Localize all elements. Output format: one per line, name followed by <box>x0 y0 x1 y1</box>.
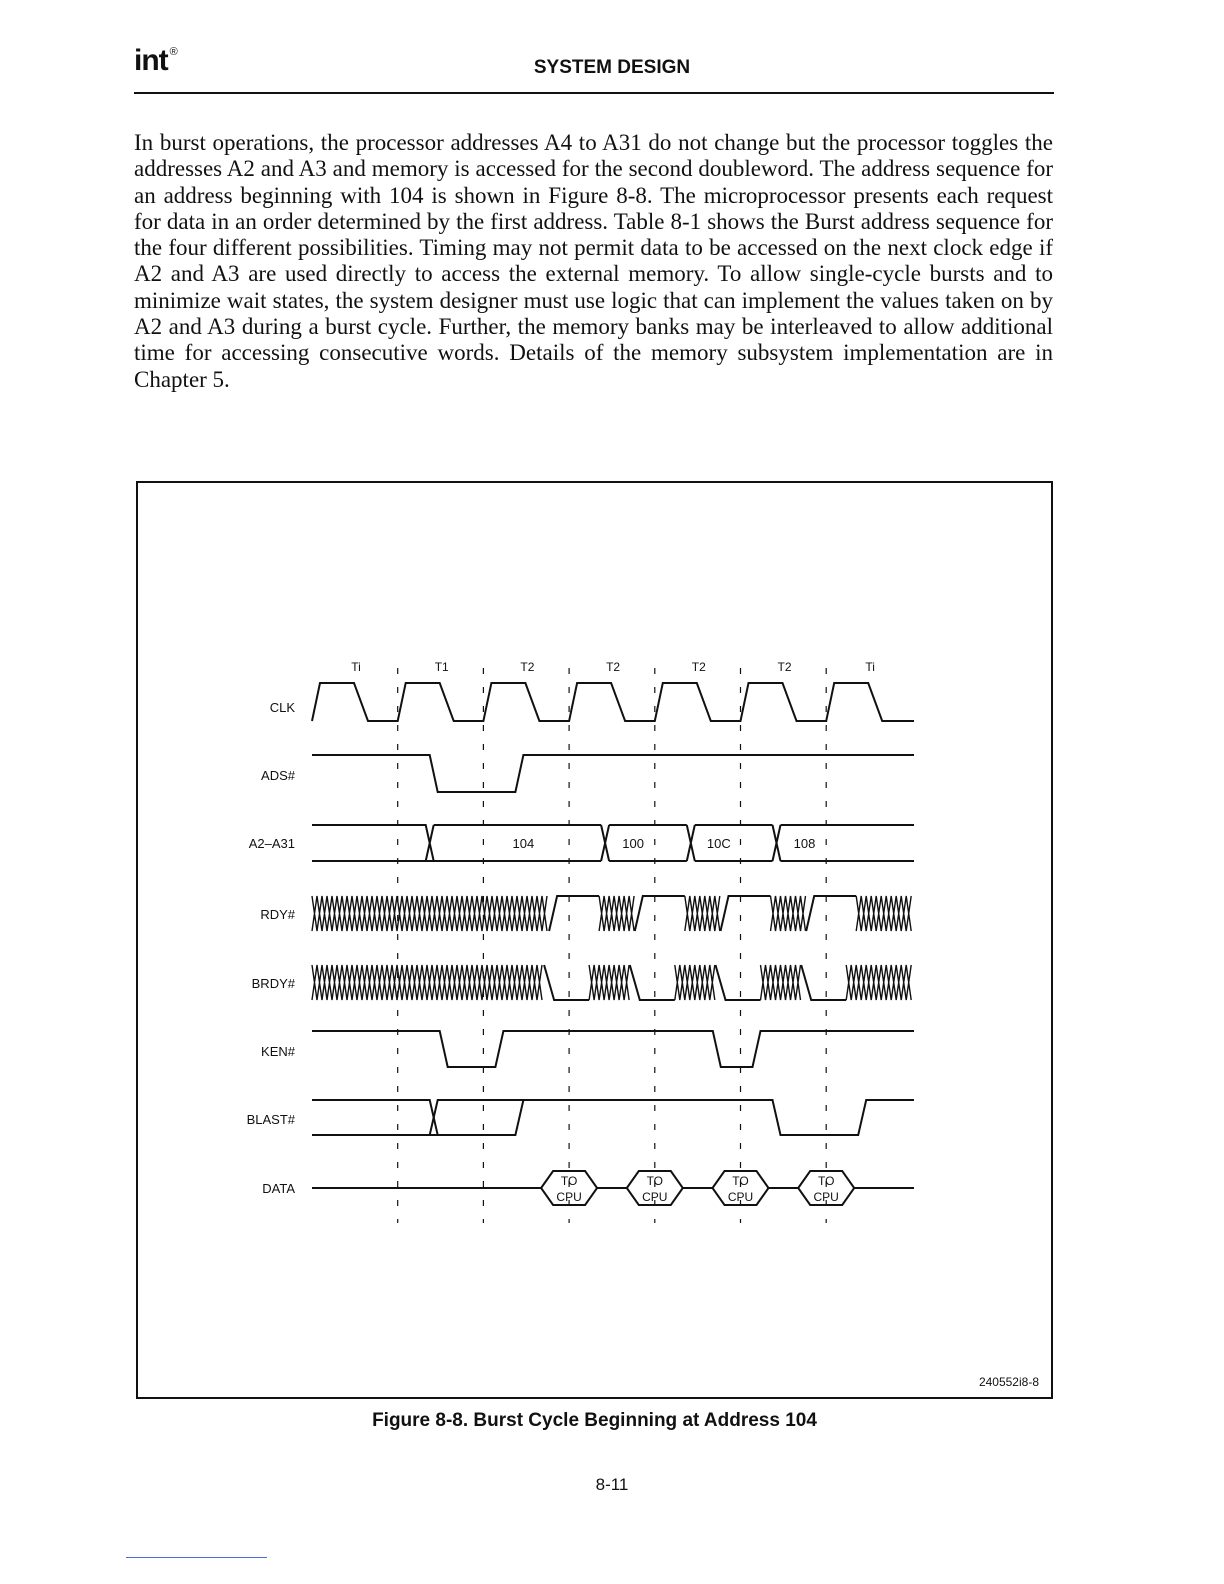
data-label-cpu: CPU <box>642 1190 668 1204</box>
timing-diagram <box>138 483 1051 1397</box>
data-label-to: TO <box>560 1174 578 1188</box>
ads-waveform <box>312 755 914 792</box>
rdy-invalid <box>771 896 806 931</box>
data-label-to: TO <box>646 1174 664 1188</box>
address-value: 10C <box>706 836 731 851</box>
state-label: T2 <box>777 660 792 674</box>
brdy-waveform <box>630 965 675 1000</box>
figure-box <box>136 481 1053 1399</box>
address-bus <box>312 825 434 861</box>
clk-waveform <box>312 683 914 721</box>
state-label: Ti <box>865 660 875 674</box>
footer-line <box>126 1557 267 1558</box>
state-label: T2 <box>520 660 535 674</box>
brdy-waveform <box>544 965 589 1000</box>
data-label-cpu: CPU <box>813 1190 839 1204</box>
signal-label: RDY# <box>260 907 295 922</box>
figure-id: 240552i8-8 <box>978 1375 1039 1389</box>
brdy-waveform <box>801 965 846 1000</box>
page-number: 8-11 <box>595 1475 629 1494</box>
brdy-invalid <box>846 965 911 1000</box>
signal-label: KEN# <box>261 1044 295 1059</box>
data-label-to: TO <box>817 1174 835 1188</box>
address-bus <box>687 825 695 861</box>
signal-label: BLAST# <box>246 1112 295 1127</box>
rdy-waveform <box>806 896 856 931</box>
brdy-invalid <box>589 965 629 1000</box>
blast-waveform <box>430 1100 914 1135</box>
address-value: 108 <box>793 836 816 851</box>
brdy-waveform <box>716 965 761 1000</box>
rdy-invalid <box>312 896 547 931</box>
data-label-cpu: CPU <box>556 1190 582 1204</box>
intel-logo: int ® <box>134 44 177 77</box>
signal-label: CLK <box>269 700 295 715</box>
brdy-invalid <box>675 965 715 1000</box>
rdy-waveform <box>549 896 599 931</box>
state-label: T2 <box>606 660 621 674</box>
rdy-invalid <box>685 896 720 931</box>
signal-label: ADS# <box>261 768 295 783</box>
section-title: SYSTEM DESIGN <box>533 57 691 78</box>
signal-label: A2–A31 <box>248 836 295 851</box>
ken-waveform <box>312 1031 914 1067</box>
brdy-invalid <box>761 965 801 1000</box>
state-label: Ti <box>351 660 361 674</box>
figure-caption: Figure 8-8. Burst Cycle Beginning at Address 104 <box>372 1410 817 1431</box>
state-label: T1 <box>434 660 449 674</box>
address-bus <box>601 825 609 861</box>
address-bus <box>609 825 687 861</box>
blast-waveform <box>438 1100 524 1135</box>
data-label-to: TO <box>732 1174 749 1188</box>
rdy-invalid <box>599 896 634 931</box>
signal-label: BRDY# <box>251 976 295 991</box>
header-rule <box>134 92 1054 94</box>
blast-waveform <box>312 1100 438 1135</box>
brdy-invalid <box>312 965 542 1000</box>
body-paragraph: In burst operations, the processor addresses A4 to A31 do not change but the processor toggles the addresses A2 and A3 and memory is accessed for the second doubleword. The address sequence for an address beginning with 104 is shown in Figure 8-8. The microprocessor presents each request for data in an order determined by the first address. Table 8-1 shows the Burst address sequence for the four different possibilities. Timing may not permit data to be accessed on the next clock edge if A2 and A3 are used directly to access the external memory. To allow single-cycle bursts and to minimize wait states, the system designer must use logic that can implement the values taken on by A2 and A3 during a burst cycle. Further, the memory banks may be interleaved to allow additional time for accessing consecutive words. Details of the memory subsystem implementation are in Chapter 5. <box>134 130 1053 392</box>
address-value: 100 <box>622 836 644 851</box>
rdy-waveform <box>635 896 685 931</box>
address-bus <box>773 825 781 861</box>
rdy-waveform <box>721 896 771 931</box>
rdy-invalid <box>856 896 911 931</box>
signal-label: DATA <box>262 1181 295 1196</box>
address-value: 104 <box>512 836 535 851</box>
state-label: T2 <box>691 660 706 674</box>
data-label-cpu: CPU <box>727 1190 754 1204</box>
